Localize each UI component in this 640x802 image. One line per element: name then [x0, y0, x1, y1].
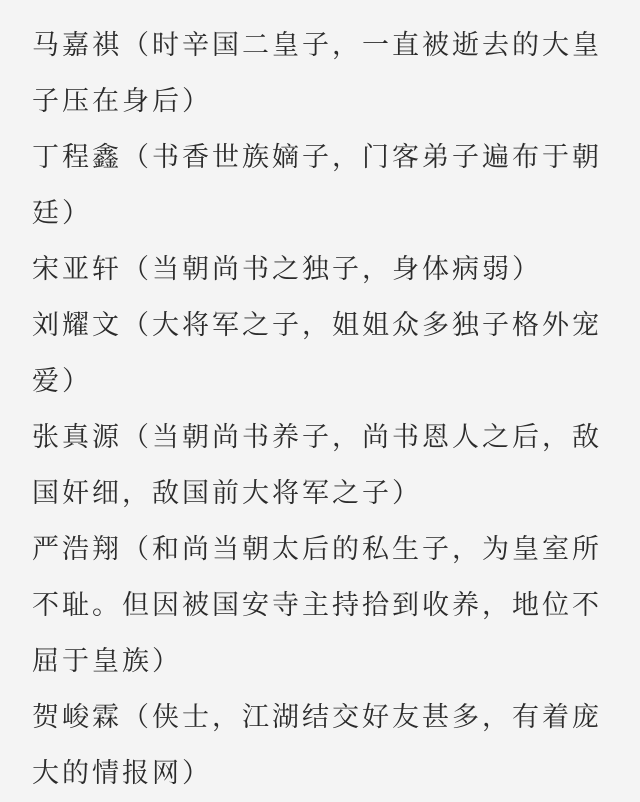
character-name: 张真源 — [32, 422, 122, 453]
character-name: 宋亚轩 — [32, 254, 122, 285]
character-name: 丁程鑫 — [32, 142, 122, 173]
character-entry-he-junlin — [32, 690, 620, 802]
character-entry-yan-haoxiang — [32, 522, 620, 690]
character-note: （大将军之子，姐姐众多独子格外宠爱） — [32, 310, 602, 397]
character-note: （侠士，江湖结交好友甚多，有着庞大的情报网） — [32, 702, 602, 789]
character-entry-song-yaxuan — [32, 242, 620, 298]
character-name: 贺峻霖 — [32, 702, 122, 733]
character-entry-ding-chengxin — [32, 130, 620, 242]
character-entry-zhang-zhenyuan — [32, 410, 620, 522]
character-entry-ma-jiaqi — [32, 18, 620, 130]
character-name: 马嘉祺 — [32, 30, 122, 61]
character-note: （书香世族嫡子，门客弟子遍布于朝廷） — [32, 142, 602, 229]
character-note: （和尚当朝太后的私生子，为皇室所不耻。但因被国安寺主持拾到收养，地位不屈于皇族） — [32, 534, 602, 677]
character-note: （当朝尚书之独子，身体病弱） — [122, 254, 542, 285]
character-name: 刘耀文 — [32, 310, 122, 341]
character-entry-liu-yaowen — [32, 298, 620, 410]
character-note: （当朝尚书养子，尚书恩人之后，敌国奸细，敌国前大将军之子） — [32, 422, 602, 509]
character-name: 严浩翔 — [32, 534, 122, 565]
character-note: （时辛国二皇子，一直被逝去的大皇子压在身后） — [32, 30, 602, 117]
